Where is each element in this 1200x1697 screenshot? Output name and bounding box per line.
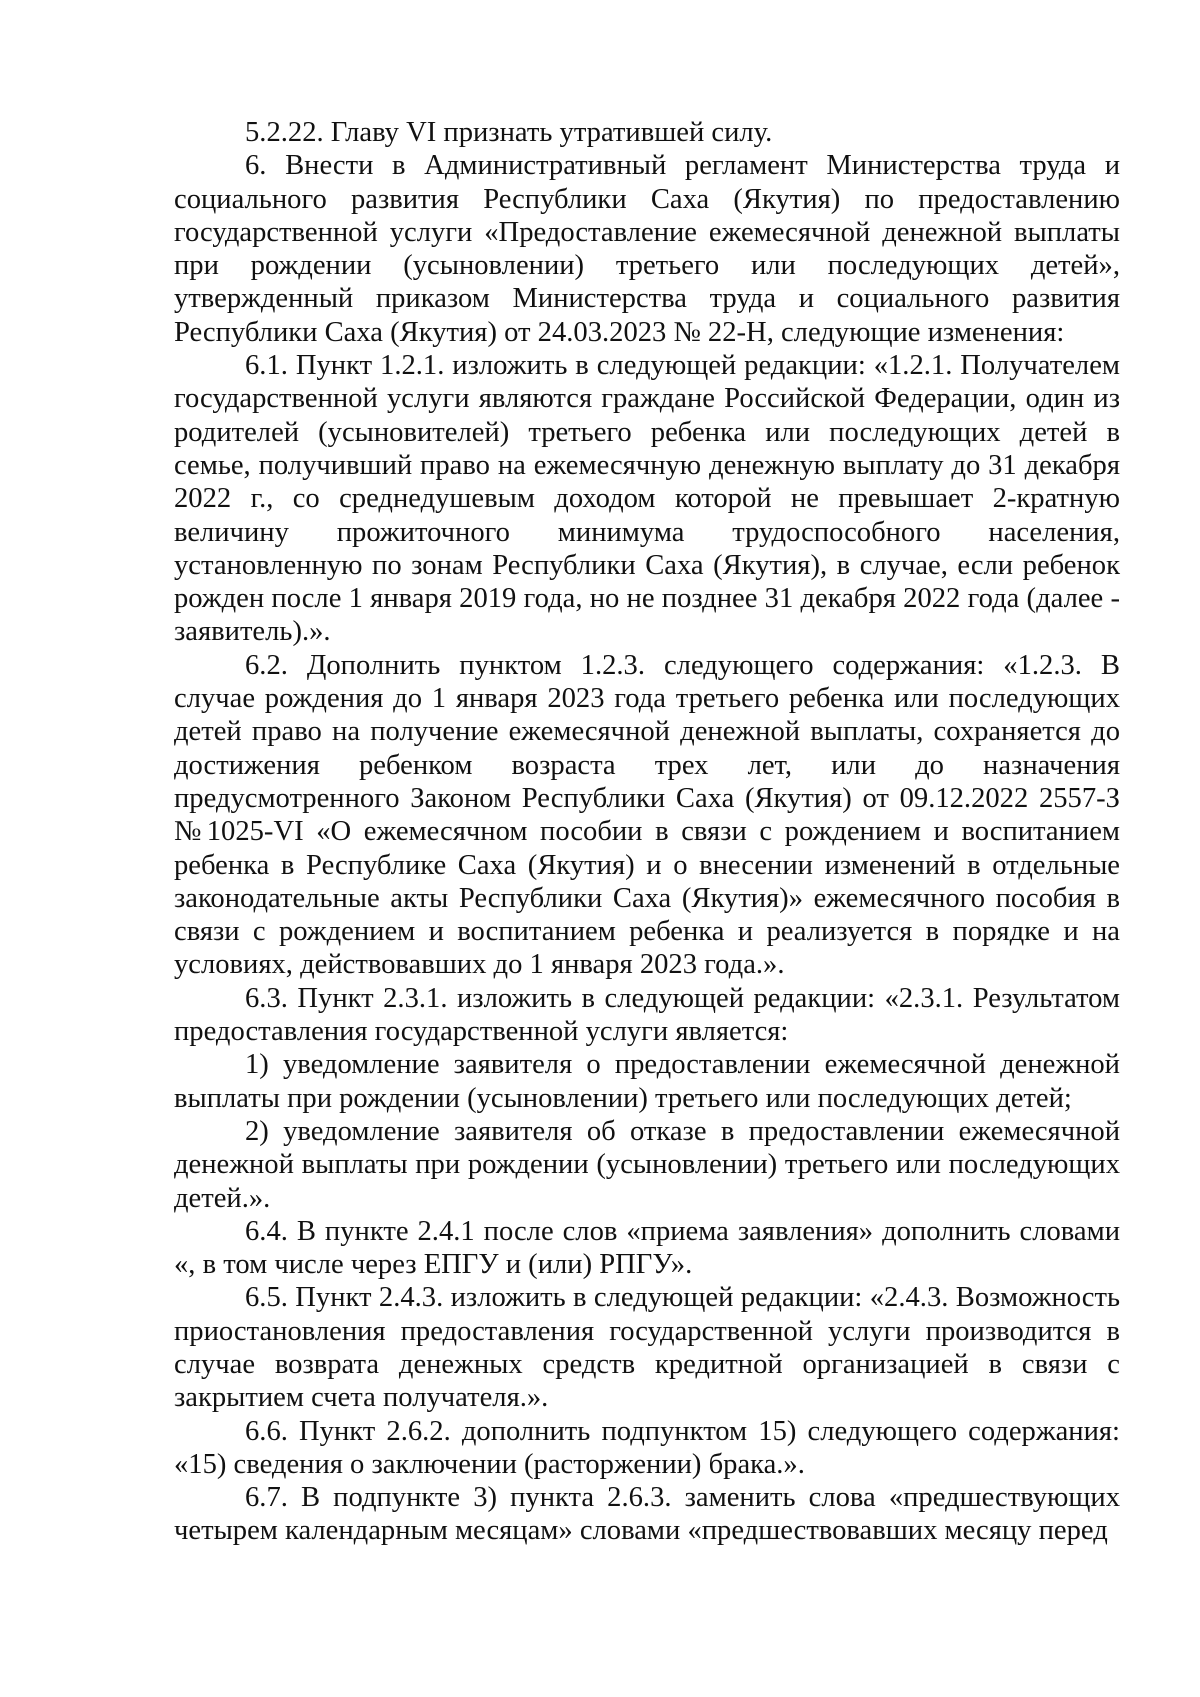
paragraph-6-7: 6.7. В подпункте 3) пункта 2.6.3. заменить слова «предшествующих четырем календарным месяцам» словами «предшествовавших месяцу перед bbox=[174, 1482, 1120, 1547]
paragraph-6-3: 6.3. Пункт 2.3.1. изложить в следующей редакции: «2.3.1. Результатом предоставления государственной услуги является: bbox=[174, 982, 1120, 1048]
paragraph-6-1: 6.1. Пункт 1.2.1. изложить в следующей редакции: «1.2.1. Получателем государственной услуги являются граждане Российской Федерации, один из родителей (усыновителей) третьего ребенка или последующих детей в семье, получивший право на ежемесячную денежную выплату до 31 декабря 2022 г., со среднедушевым доходом которой не превышает 2-кратную величину прожиточного минимума трудоспособного населения, установленную по зонам Республики Саха (Якутия), в случае, если ребенок рожден после 1 января 2019 года, но не позднее 31 декабря 2022 года (далее - заявитель).». bbox=[174, 350, 1120, 648]
paragraph-6-4: 6.4. В пункте 2.4.1 после слов «приема заявления» дополнить словами «, в том числе через ЕПГУ и (или) РПГУ». bbox=[174, 1215, 1120, 1281]
paragraph-6-2: 6.2. Дополнить пунктом 1.2.3. следующего содержания: «1.2.3. В случае рождения до 1 января 2023 года третьего ребенка или последующих детей право на получение ежемесячной денежной выплаты, сохраняется до достижения ребенком возраста трех лет, или до назначения предусмотренного Законом Республики Саха (Якутия) от 09.12.2022 2557-З №1025-VI «О ежемесячном пособии в связи с рождением и воспитанием ребенка в Республике Саха (Якутия) и о внесении изменений в отдельные законодательные акты Республики Саха (Якутия)» ежемесячного пособия в связи с рождением и воспитанием ребенка и реализуется в порядке и на условиях, действовавших до 1 января 2023 года.». bbox=[174, 649, 1120, 981]
paragraph-6: 6. Внести в Административный регламент Министерства труда и социального развития Республики Саха (Якутия) по предоставлению государственной услуги «Предоставление ежемесячной денежной выплаты при рождении (усыновлении) третьего или последующих детей», утвержденный приказом Министерства труда и социального развития Республики Саха (Якутия) от 24.03.2023 № 22-Н, следующие изменения: bbox=[174, 150, 1120, 348]
list-item-1: 1) уведомление заявителя о предоставлении ежемесячной денежной выплаты при рождении (усыновлении) третьего или последующих детей; bbox=[174, 1049, 1120, 1114]
paragraph-5-2-22: 5.2.22. Главу VI признать утратившей силу. bbox=[245, 117, 773, 148]
document-body bbox=[174, 116, 1120, 1548]
paragraph-6-6: 6.6. Пункт 2.6.2. дополнить подпунктом 15) следующего содержания: «15) сведения о заключении (расторжении) брака.». bbox=[174, 1415, 1120, 1480]
paragraph-6-5: 6.5. Пункт 2.4.3. изложить в следующей редакции: «2.4.3. Возможность приостановления предоставления государственной услуги производится в случае возврата денежных средств кредитной организацией в связи с закрытием счета получателя.». bbox=[174, 1282, 1120, 1414]
list-item-2: 2) уведомление заявителя об отказе в предоставлении ежемесячной денежной выплаты при рождении (усыновлении) третьего или последующих детей.». bbox=[174, 1115, 1120, 1214]
